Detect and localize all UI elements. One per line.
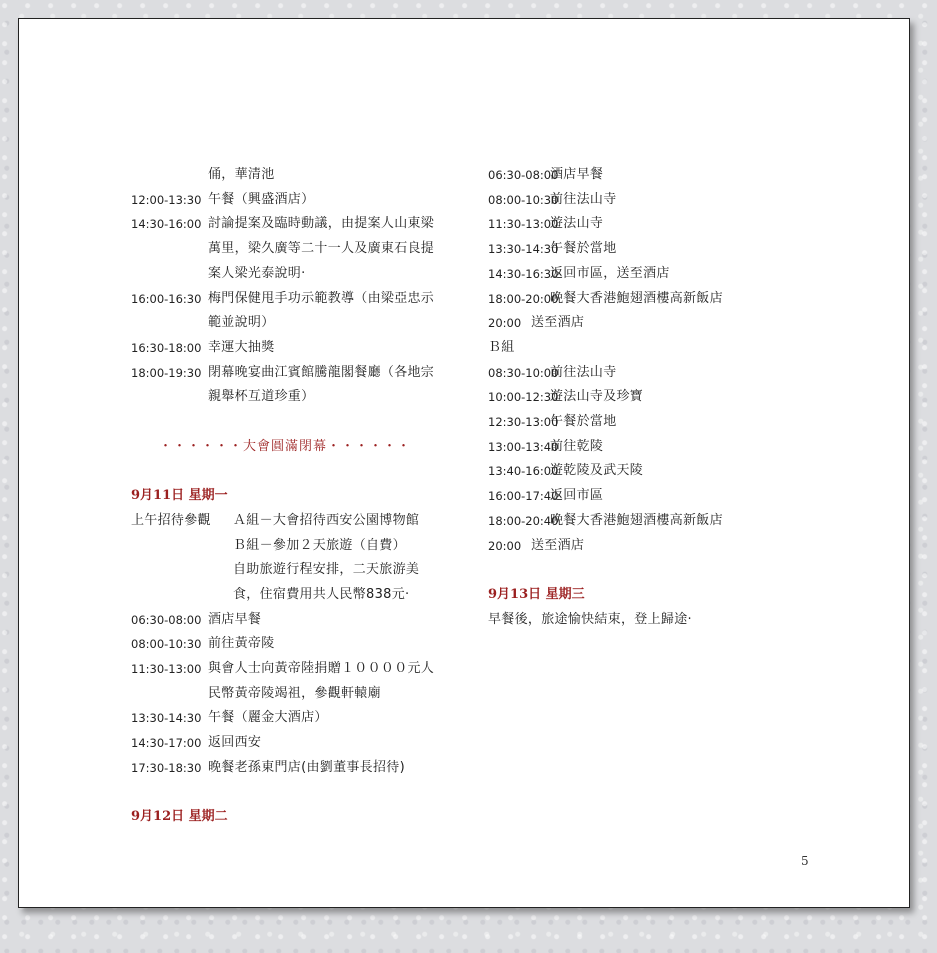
schedule-row: 13:00-13:40 前往乾陵 [488, 438, 604, 454]
schedule-row: 18:00-19:30 閉幕晚宴曲江賓館騰龍閣餐廳（各地宗 [131, 364, 435, 380]
spacer [131, 410, 461, 435]
schedule-row: 13:30-14:30 午餐於當地 [488, 241, 617, 257]
schedule-row: 08:30-10:00 前往法山寺 [488, 364, 617, 380]
left-column [131, 163, 461, 830]
schedule-row: 食，住宿費用共人民幣838元· [233, 586, 410, 602]
schedule-row: 18:00-20:40 晚餐大香港鮑翅酒樓高新飯店 [488, 512, 723, 528]
schedule-row: 10:00-12:30 遊法山寺及珍寶 [488, 389, 644, 405]
day-heading-sep-13: 9月13日 星期三 [488, 586, 585, 602]
schedule-row: 18:00-20:00 晚餐大香港鮑翅酒樓高新飯店 [488, 290, 723, 306]
schedule-block-group-a [488, 163, 818, 336]
page-number: 5 [801, 854, 809, 868]
schedule-row: 範並說明） [208, 315, 275, 331]
schedule-row: 16:00-16:30 梅門保健甩手功示範教導（由梁亞忠示 [131, 290, 435, 306]
final-note: 早餐後，旅途愉快結束，登上歸途· [488, 611, 692, 627]
closing-divider: ・・・・・・大會圓滿閉幕・・・・・・ [159, 438, 412, 454]
group-b-label: Ｂ組 [488, 339, 515, 355]
schedule-row: 06:30-08:00 酒店早餐 [131, 611, 262, 627]
schedule-block-day11 [131, 608, 461, 781]
schedule-row: 17:30-18:30 晚餐老孫東門店(由劉董事長招待) [131, 759, 405, 775]
schedule-row: 13:40-16:00 遊乾陵及武天陵 [488, 463, 644, 479]
schedule-row: 親舉杯互道珍重） [208, 389, 315, 405]
schedule-row: 06:30-08:00 酒店早餐 [488, 167, 604, 182]
schedule-row: 11:30-13:00 遊法山寺 [488, 216, 604, 232]
schedule-row: 14:30-16:30 返回市區，送至酒店 [488, 265, 670, 281]
day-heading-sep-11: 9月11日 星期一 [131, 488, 228, 504]
schedule-row: 11:30-13:00 與會人士向黃帝陸捐贈１００００元人 [131, 661, 435, 677]
right-column [488, 163, 818, 632]
schedule-row: 16:30-18:00 幸運大抽獎 [131, 339, 275, 355]
schedule-row: 16:00-17:40 返回市區 [488, 488, 604, 504]
schedule-row: 14:30-17:00 返回西安 [131, 735, 262, 751]
schedule-block-group-b [488, 361, 818, 559]
schedule-row: 12:30-13:00 午餐於當地 [488, 414, 617, 430]
schedule-row: 自助旅遊行程安排，二天旅游美 [233, 562, 420, 578]
schedule-block-day10-end [131, 163, 461, 410]
morning-tour-block [131, 509, 461, 608]
schedule-row: 民幣黃帝陵竭祖，參觀軒轅廟 [208, 685, 381, 701]
day-heading-sep-12: 9月12日 星期二 [131, 809, 228, 825]
schedule-row: 20:00 送至酒店 [488, 315, 585, 331]
schedule-row: 08:00-10:30 前往法山寺 [488, 191, 617, 207]
spacer [488, 558, 818, 583]
schedule-row: Ｂ組－參加２天旅遊（自費） [233, 537, 406, 553]
schedule-row: 萬里，梁久廣等二十一人及廣東石良提 [208, 241, 435, 257]
document-page [18, 18, 910, 908]
schedule-row: 俑，華清池 [208, 167, 275, 182]
schedule-row: 20:00 送至酒店 [488, 537, 585, 553]
schedule-row: 08:00-10:30 前往黃帝陵 [131, 636, 275, 652]
schedule-row: 14:30-16:00 討論提案及臨時動議，由提案人山東梁 [131, 216, 435, 232]
schedule-row: 12:00-13:30 午餐（興盛酒店） [131, 191, 315, 207]
spacer [131, 459, 461, 484]
schedule-row: 13:30-14:30 午餐（麗金大酒店） [131, 710, 328, 726]
schedule-row: 上午招待參觀 Ａ組－大會招待西安公園博物館 [131, 512, 420, 528]
spacer [131, 781, 461, 806]
schedule-row: 案人梁光泰說明· [208, 265, 306, 281]
